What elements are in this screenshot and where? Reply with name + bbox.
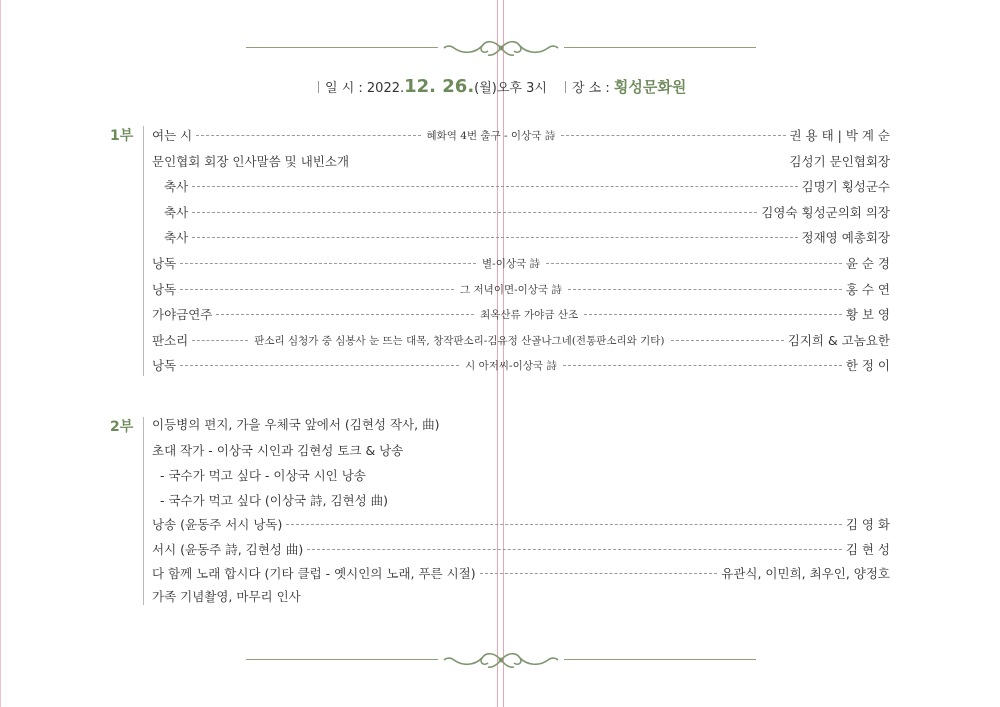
program-title: 서시 (윤동주 詩, 김현성 曲) [152, 542, 304, 557]
flourish-icon [442, 650, 560, 670]
event-info [318, 76, 686, 100]
program-line: 초대 작가 - 이상국 시인과 김현성 토크 & 낭송 [152, 443, 404, 458]
program-detail: 혜화역 4번 출구 - 이상국 詩 [426, 129, 556, 142]
program-row [152, 279, 890, 299]
program-title: 다 함께 노래 합시다 (기타 클럽 - 옛시인의 노래, 푸른 시절) [152, 566, 476, 581]
top-ornament [246, 38, 756, 58]
part2-rule [143, 417, 144, 605]
venue-name: 횡성문화원 [613, 78, 687, 96]
program-detail: 별-이상국 詩 [482, 257, 540, 270]
program-title: 낭송 (윤동주 서시 낭독) [152, 517, 283, 532]
program-row [152, 227, 890, 247]
flourish-icon [442, 38, 560, 58]
program-row [152, 202, 890, 222]
program-title: 낭독 [152, 256, 177, 271]
page-edge [0, 0, 1, 707]
program-row [152, 304, 890, 324]
date-year: 2022. [366, 81, 405, 96]
date-weekday: (월) [474, 81, 497, 96]
program-performer: 유관식, 이민희, 최우인, 양정호 [721, 566, 890, 581]
program-performer: 윤 순 경 [845, 256, 890, 271]
part1-label: 1부 [110, 128, 134, 144]
program-performer: 홍 수 연 [845, 282, 890, 297]
program-row [152, 355, 890, 375]
program-row [152, 253, 890, 273]
program-row [152, 563, 890, 583]
bottom-ornament [246, 650, 756, 670]
program-title: 낭독 [152, 282, 177, 297]
program-title: 축사 [164, 179, 189, 194]
program-title: 판소리 [152, 333, 189, 348]
program-performer: 김지희 & 고놈요한 [787, 333, 890, 348]
date-label: 일 시 : [325, 81, 363, 96]
date-time: 오후 3시 [496, 81, 547, 96]
fold-line [503, 0, 504, 707]
date-month-day: 12. 26. [404, 76, 475, 97]
program-row [152, 330, 890, 350]
program-line: 이등병의 편지, 가을 우체국 앞에서 (김현성 작사, 曲) [152, 417, 440, 432]
program-title: 낭독 [152, 358, 177, 373]
program-performer: 한 정 이 [845, 358, 891, 373]
fold-line [497, 0, 498, 707]
venue-label: 장 소 : [571, 81, 610, 96]
program-title: 축사 [164, 205, 189, 220]
closing-line: 가족 기념촬영, 마무리 인사 [152, 589, 301, 604]
program-row [152, 539, 890, 559]
program-detail: 그 저녁이면-이상국 詩 [460, 283, 562, 296]
program-row [152, 151, 890, 171]
program-detail: 최옥산류 가야금 산조 [480, 308, 579, 321]
program-title: 축사 [164, 230, 189, 245]
program-performer: 김명기 횡성군수 [801, 179, 890, 194]
part1-rule [143, 126, 144, 376]
program-performer: 정재영 예총회장 [801, 230, 890, 245]
program-line: - 국수가 먹고 싶다 - 이상국 시인 낭송 [160, 468, 366, 483]
program-title: 문인협회 회장 인사말씀 및 내빈소개 [152, 154, 350, 169]
program-title: 가야금연주 [152, 307, 213, 322]
program-line: - 국수가 먹고 싶다 (이상국 詩, 김현성 曲) [160, 493, 389, 508]
program-row [152, 125, 890, 145]
program-performer: 김 영 화 [845, 517, 890, 532]
program-title: 여는 시 [152, 128, 193, 143]
part2-label: 2부 [110, 419, 134, 435]
program-detail: 판소리 심청가 중 심봉사 눈 뜨는 대목, 창작판소리-김유정 산골나그네(전통판소리와 기타) [254, 334, 665, 347]
program-row [152, 514, 890, 534]
program-detail: 시 아저씨-이상국 詩 [465, 359, 557, 372]
program-performer: 김영숙 횡성군의회 의장 [761, 205, 890, 220]
program-performer: 황 보 영 [845, 307, 891, 322]
program-performer: 김성기 문인협회장 [789, 154, 890, 169]
program-performer: 권 용 태 | 박 계 순 [789, 128, 891, 143]
program-row [152, 176, 890, 196]
program-performer: 김 현 성 [845, 542, 890, 557]
